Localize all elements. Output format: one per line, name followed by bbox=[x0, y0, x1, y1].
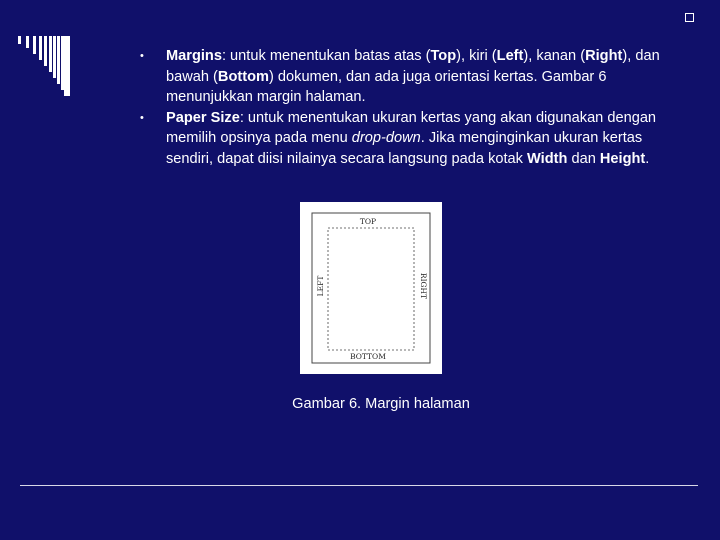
decorative-bar bbox=[26, 36, 29, 48]
margin-diagram bbox=[300, 202, 442, 374]
text-run: : untuk menentukan batas atas ( bbox=[221, 48, 431, 64]
text-run: dan bbox=[567, 150, 600, 167]
decorative-bar bbox=[67, 36, 70, 96]
decorative-bar bbox=[49, 36, 52, 72]
decorative-bar bbox=[33, 36, 36, 54]
bullet-margins-text bbox=[166, 48, 660, 105]
bullet-margins bbox=[140, 46, 680, 108]
decorative-square bbox=[685, 13, 694, 22]
page-outline bbox=[312, 213, 430, 363]
text-run: . Jika menginginkan ukuran kertas sendiri, dapat diisi nilainya secara langsung pada kotak bbox=[166, 130, 643, 167]
top-margin-label: TOP bbox=[359, 217, 377, 226]
figure-caption: Gambar 6. Margin halaman bbox=[292, 396, 470, 412]
text-run: Paper Size bbox=[166, 109, 240, 126]
text-run: Left bbox=[496, 48, 524, 64]
bullet-dot: • bbox=[140, 50, 144, 62]
text-run: Margins bbox=[166, 48, 222, 64]
decorative-bar bbox=[53, 36, 56, 78]
text-run: Top bbox=[430, 48, 457, 64]
left-margin-label: LEFT bbox=[316, 275, 325, 297]
text-run: : untuk menentukan ukuran kertas yang akan digunakan dengan memilih opsinya pada menu bbox=[166, 109, 657, 146]
text-run: Width bbox=[527, 150, 568, 167]
decorative-bars bbox=[18, 36, 138, 96]
bottom-margin-label: BOTTOM bbox=[350, 352, 386, 361]
bullet-list bbox=[140, 46, 680, 169]
text-run: drop-down bbox=[351, 130, 421, 146]
text-run: . bbox=[645, 150, 650, 167]
bullet-paper-size bbox=[140, 108, 680, 170]
decorative-bar bbox=[44, 36, 47, 66]
decorative-bar bbox=[18, 36, 21, 44]
decorative-bar bbox=[57, 36, 60, 84]
text-run: ), dan bawah ( bbox=[166, 48, 660, 85]
text-run: Height bbox=[599, 150, 646, 167]
decorative-bar bbox=[39, 36, 42, 60]
text-run: ), kanan ( bbox=[523, 48, 586, 64]
bullet-dot: • bbox=[140, 111, 144, 124]
text-run: ), kiri ( bbox=[456, 48, 497, 64]
right-margin-label: RIGHT bbox=[419, 272, 428, 300]
text-run: Right bbox=[585, 48, 623, 64]
text-run: ) dokumen, dan ada juga orientasi kertas. Gambar 6 menunjukkan margin halaman. bbox=[166, 68, 607, 105]
footer-divider bbox=[20, 485, 698, 486]
bullet-paper-size-text bbox=[166, 110, 656, 167]
text-run: Bottom bbox=[217, 68, 269, 85]
